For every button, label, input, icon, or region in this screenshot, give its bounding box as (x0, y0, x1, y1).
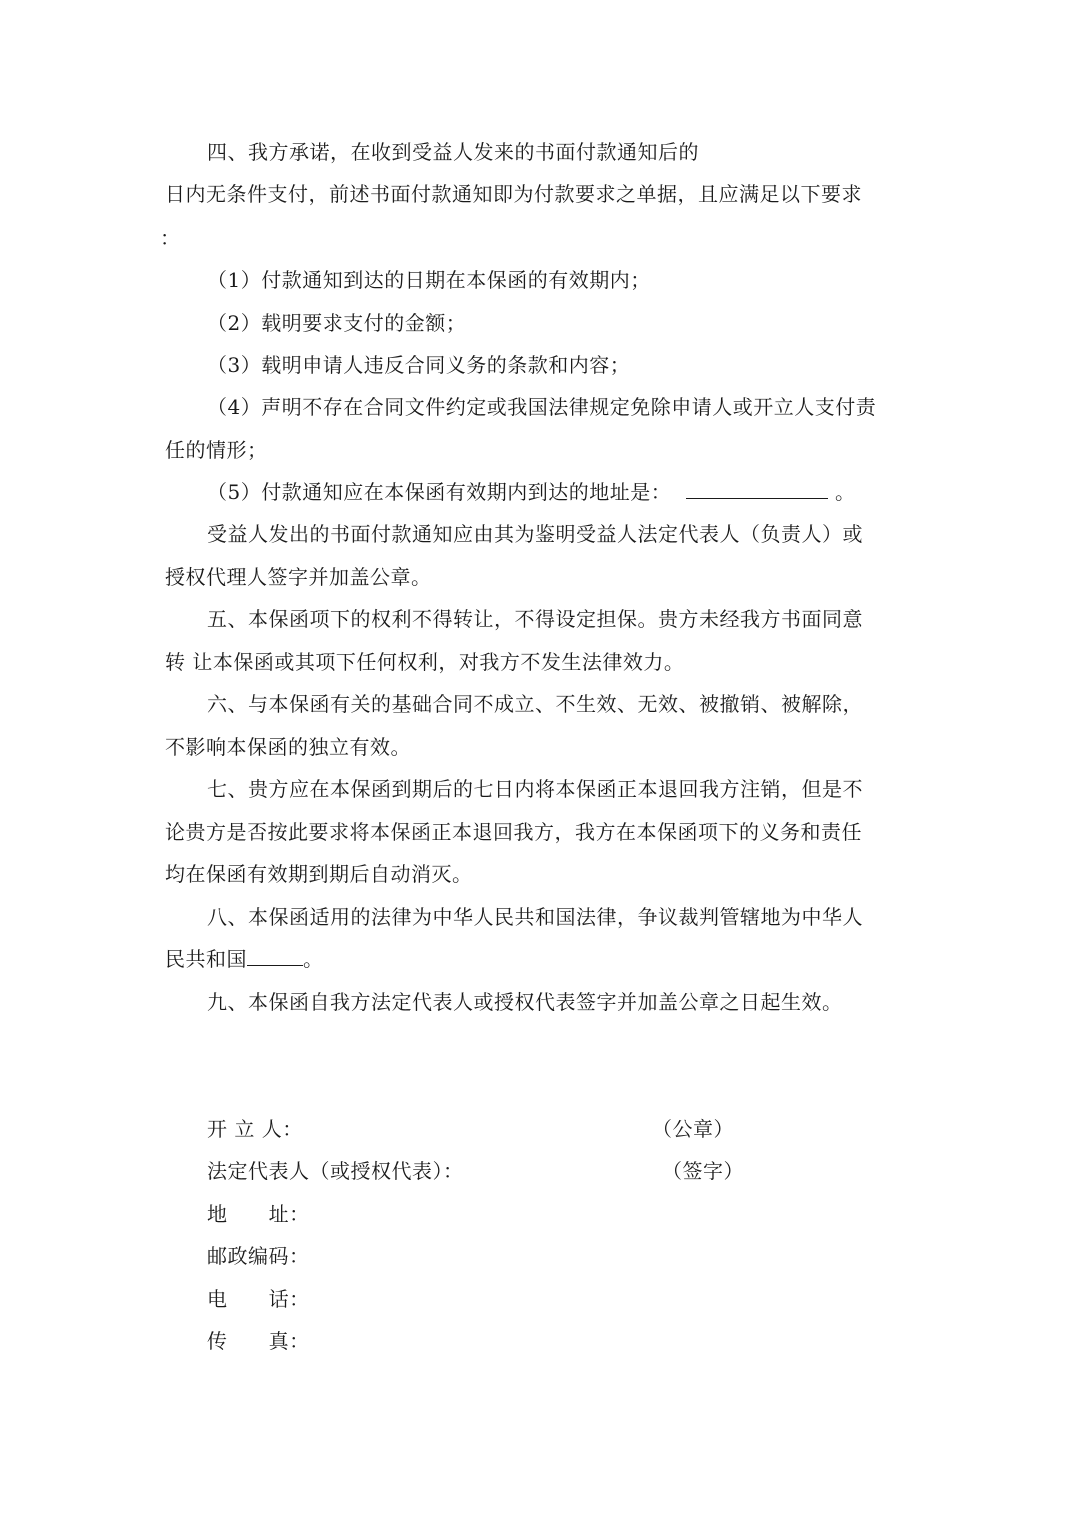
legal-rep-sign-note: （签字） (662, 1159, 744, 1183)
clause5-line1: 五、本保函项下的权利不得转让，不得设定担保。贵方未经我方书面同意 (207, 607, 863, 631)
clause4-item-4-cont: 任的情形； (165, 438, 268, 462)
clause4-item-5-text: （5）付款通知应在本保函有效期内到达的地址是： (207, 480, 672, 504)
clause4-line1: 四、我方承诺，在收到受益人发来的书面付款通知后的 (207, 140, 699, 164)
clause7-line2: 论贵方是否按此要求将本保函正本退回我方，我方在本保函项下的义务和责任 (165, 820, 862, 844)
clause7-line1: 七、贵方应在本保函到期后的七日内将本保函正本退回我方注销，但是不 (207, 777, 863, 801)
clause8-line1: 八、本保函适用的法律为中华人民共和国法律，争议裁判管辖地为中华人 (207, 905, 863, 929)
phone-label: 电 话： (207, 1287, 310, 1311)
clause4-para-b: 授权代理人签字并加盖公章。 (165, 565, 432, 589)
address-blank-field[interactable] (686, 480, 828, 499)
clause4-item-2: （2）载明要求支付的金额； (207, 311, 467, 335)
clause9-line1: 九、本保函自我方法定代表人或授权代表签字并加盖公章之日起生效。 (207, 990, 843, 1014)
clause4-item-4: （4）声明不存在合同文件约定或我国法律规定免除申请人或开立人支付责 (207, 395, 877, 419)
postcode-label: 邮政编码： (207, 1244, 310, 1268)
jurisdiction-blank-field[interactable] (247, 947, 303, 966)
clause4-para-a: 受益人发出的书面付款通知应由其为鉴明受益人法定代表人（负责人）或 (207, 522, 863, 546)
fax-label: 传 真： (207, 1329, 310, 1353)
clause6-line2: 不影响本保函的独立有效。 (165, 735, 411, 759)
clause6-line1: 六、与本保函有关的基础合同不成立、不生效、无效、被撤销、被解除， (207, 692, 863, 716)
issuer-label: 开 立 人： (207, 1117, 303, 1141)
address-label: 地 址： (207, 1202, 310, 1226)
clause4-item-5-suffix: 。 (834, 480, 856, 504)
clause4-line3: ： (160, 226, 181, 250)
clause4-item-1: （1）付款通知到达的日期在本保函的有效期内； (207, 268, 651, 292)
clause4-item-5 (207, 480, 855, 504)
clause8-line2-text: 民共和国 (165, 947, 247, 971)
clause7-line3: 均在保函有效期到期后自动消灭。 (165, 862, 473, 886)
clause4-item-3: （3）载明申请人违反合同义务的条款和内容； (207, 353, 631, 377)
clause8-suffix: 。 (303, 947, 324, 971)
clause8-line2 (165, 947, 324, 971)
legal-rep-label: 法定代表人（或授权代表）： (207, 1159, 464, 1183)
clause4-line2: 日内无条件支付，前述书面付款通知即为付款要求之单据，且应满足以下要求 (165, 182, 862, 206)
clause5-line2: 转 让本保函或其项下任何权利，对我方不发生法律效力。 (165, 650, 685, 674)
issuer-seal-note: （公章） (652, 1117, 734, 1141)
